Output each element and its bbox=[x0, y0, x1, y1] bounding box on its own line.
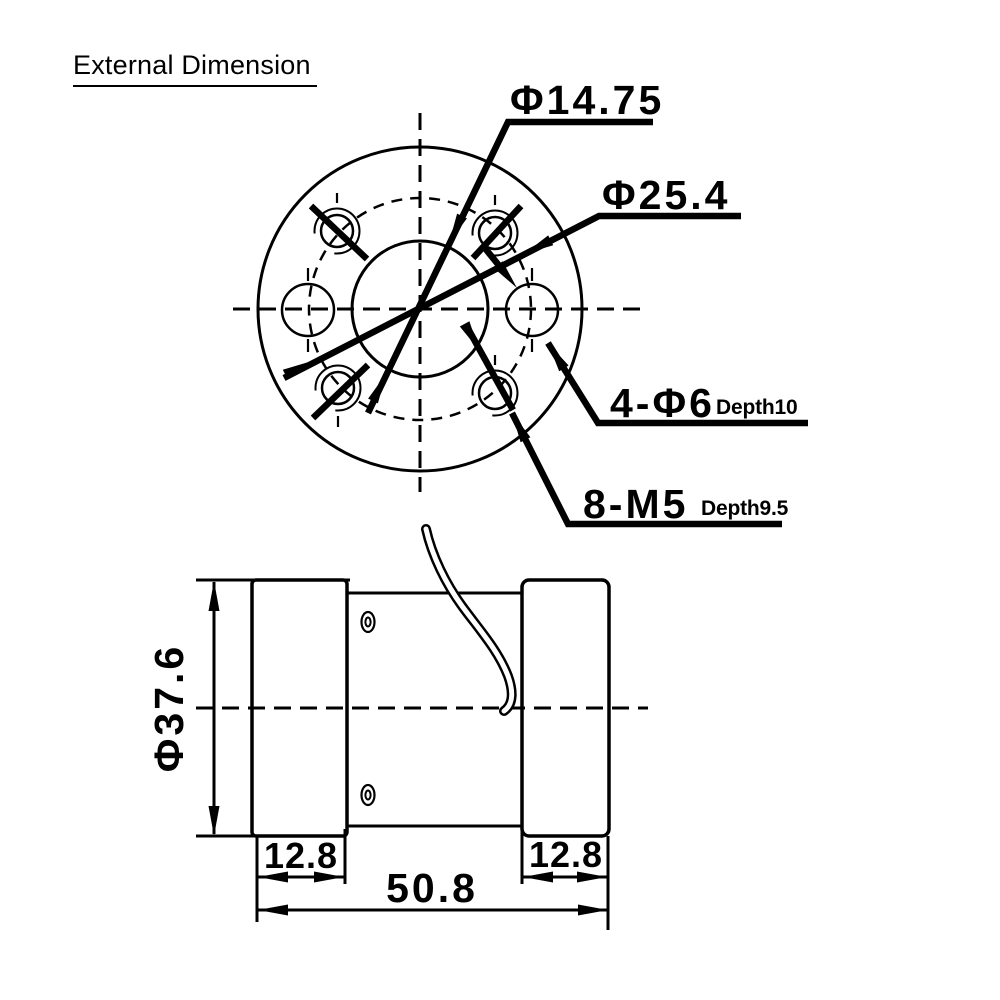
threaded-hole-bottom-right bbox=[460, 321, 518, 415]
threaded-hole-bottom-left bbox=[313, 365, 368, 427]
top-view-flange bbox=[233, 77, 808, 527]
label-body-dia: Φ37.6 bbox=[146, 643, 192, 773]
label-right-len: 12.8 bbox=[528, 834, 604, 875]
cable bbox=[426, 529, 512, 711]
label-threaded-holes: 8-M5 bbox=[583, 481, 689, 527]
side-view-body bbox=[146, 529, 648, 930]
label-total-len: 50.8 bbox=[386, 865, 478, 911]
threaded-hole-top-left bbox=[311, 193, 367, 259]
label-left-len: 12.8 bbox=[263, 835, 339, 876]
dim-center-hole-leader bbox=[368, 122, 653, 413]
page-title: External Dimension bbox=[73, 50, 317, 87]
label-threaded-holes-depth: Depth9.5 bbox=[701, 497, 789, 520]
screw-bottom bbox=[362, 785, 375, 805]
label-bolt-circle-dia: Φ25.4 bbox=[602, 172, 731, 218]
label-through-holes-depth: Depth10 bbox=[716, 396, 798, 419]
label-center-hole-dia: Φ14.75 bbox=[510, 77, 665, 123]
label-through-holes: 4-Φ6 bbox=[610, 380, 715, 426]
screw-top bbox=[362, 612, 375, 632]
